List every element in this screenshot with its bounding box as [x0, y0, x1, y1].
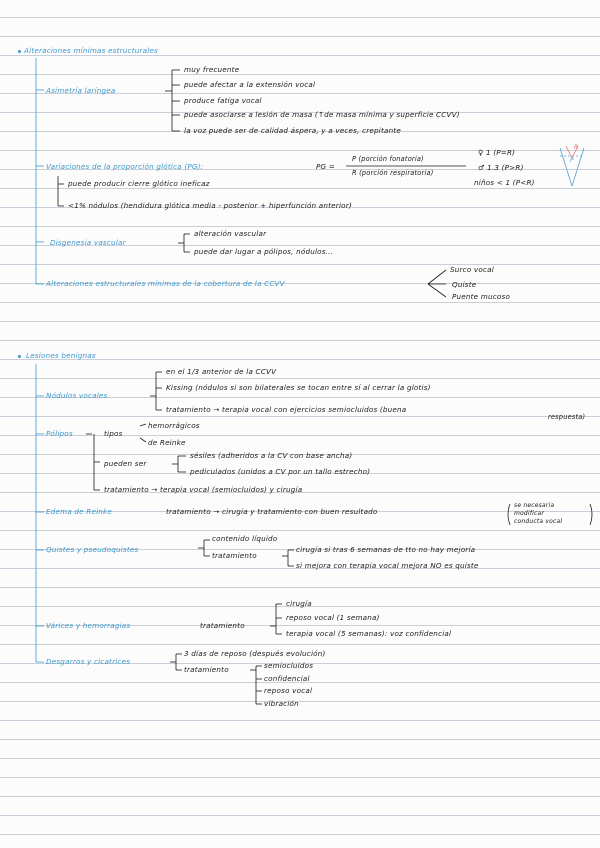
section-bullet	[18, 50, 21, 53]
list-item: Surco vocal	[450, 265, 494, 274]
diagram-label-r: R	[574, 144, 579, 151]
list-item: vibración	[264, 699, 299, 708]
list-item: si mejora con terapia vocal mejora NO es quiste	[296, 561, 479, 570]
list-item: produce fatiga vocal	[184, 96, 262, 105]
list-item: tratamiento	[184, 665, 229, 674]
list-item: reposo vocal	[264, 686, 313, 695]
stat-children: niños < 1 (P<R)	[474, 178, 535, 187]
topic-desgarros: Desgarros y cicatrices	[46, 657, 131, 666]
topic-variaciones: Variaciones de la proporción glótica (PG):	[46, 162, 204, 171]
topic-asimetria: Asimetría laríngea	[46, 86, 116, 95]
section-title-1: Alteraciones mínimas estructurales	[24, 46, 158, 55]
list-item: <1% nódulos (hendidura glótica media - posterior + hiperfunción anterior)	[68, 201, 352, 210]
list-item: confidencial	[264, 674, 310, 683]
list-item: puede dar lugar a pólipos, nódulos...	[194, 247, 334, 256]
list-item: tratamiento → terapia vocal (semiocluidos) y cirugía	[104, 485, 303, 494]
topic-alteraciones: Alteraciones estructurales mínimas de la cobertura de la CCVV	[46, 279, 285, 288]
topic-nodulos: Nódulos vocales	[46, 391, 108, 400]
list-item: muy frecuente	[184, 65, 240, 74]
list-item: de Reinke	[148, 438, 186, 447]
list-item: terapia vocal (5 semanas): voz confidencial	[286, 629, 452, 638]
list-item-cont: respuesta)	[548, 413, 586, 421]
stat-male: ♂ 1.3 (P>R)	[478, 163, 524, 172]
list-item: semiocluidos	[264, 661, 314, 670]
list-item: en el 1/3 anterior de la CCVV	[166, 367, 277, 376]
diagram-label-p: P	[570, 157, 574, 164]
list-item: cirugía	[286, 599, 312, 608]
list-item: tratamiento	[200, 621, 245, 630]
list-item: sésiles (adheridos a la CV con base ancha)	[190, 451, 353, 460]
list-item: puede producir cierre glótico ineficaz	[68, 179, 210, 188]
note-line: conducta vocal	[514, 518, 563, 525]
list-item: tratamiento → cirugía y tratamiento con buen resultado	[166, 507, 378, 516]
list-item: Kissing (nódulos si son bilaterales se tocan entre sí al cerrar la glotis)	[166, 383, 431, 392]
list-item: Puente mucoso	[452, 292, 511, 301]
topic-polipos: Pólipos	[46, 429, 73, 438]
list-item: reposo vocal (1 semana)	[286, 613, 380, 622]
topic-varices: Várices y hemorragias	[46, 621, 131, 630]
topic-disgenesia: Disgenesia vascular	[50, 238, 126, 247]
note-line: modificar	[514, 510, 545, 517]
stat-female: ♀ 1 (P=R)	[478, 148, 516, 157]
list-item: contenido líquido	[212, 534, 278, 543]
topic-quistes: Quistes y pseudoquistes	[46, 545, 139, 554]
list-item: tipos	[104, 429, 123, 438]
list-item: hemorrágicos	[148, 421, 200, 430]
formula-numerator: P (porción fonatoria)	[352, 155, 424, 163]
list-item: pediculados (unidos a CV por un tallo estrecho)	[190, 467, 371, 476]
formula-denominator: R (porción respiratoria)	[352, 169, 434, 177]
section-title-2: Lesiones benignas	[26, 351, 96, 360]
list-item: Quiste	[452, 280, 477, 289]
formula-lhs: PG =	[316, 162, 336, 171]
topic-edema: Edema de Reinke	[46, 507, 113, 516]
list-item: puede afectar a la extensión vocal	[184, 80, 316, 89]
list-item: 3 días de reposo (después evolución)	[184, 649, 326, 658]
list-item: alteración vascular	[194, 229, 267, 238]
list-item: cirugía si tras 6 semanas de tto no hay mejoría	[296, 545, 476, 554]
section-bullet	[18, 355, 21, 358]
list-item: puede asociarse a lesión de masa (↑de masa mínima y superficie CCVV)	[184, 110, 460, 119]
list-item: la voz puede ser de calidad áspera, y a veces, crepitante	[184, 126, 402, 135]
list-item: tratamiento → terapia vocal con ejercicios semiocluidos (buena	[166, 405, 407, 414]
list-item: pueden ser	[104, 459, 147, 468]
list-item: tratamiento	[212, 551, 257, 560]
note-line: se necesaria	[514, 502, 555, 509]
